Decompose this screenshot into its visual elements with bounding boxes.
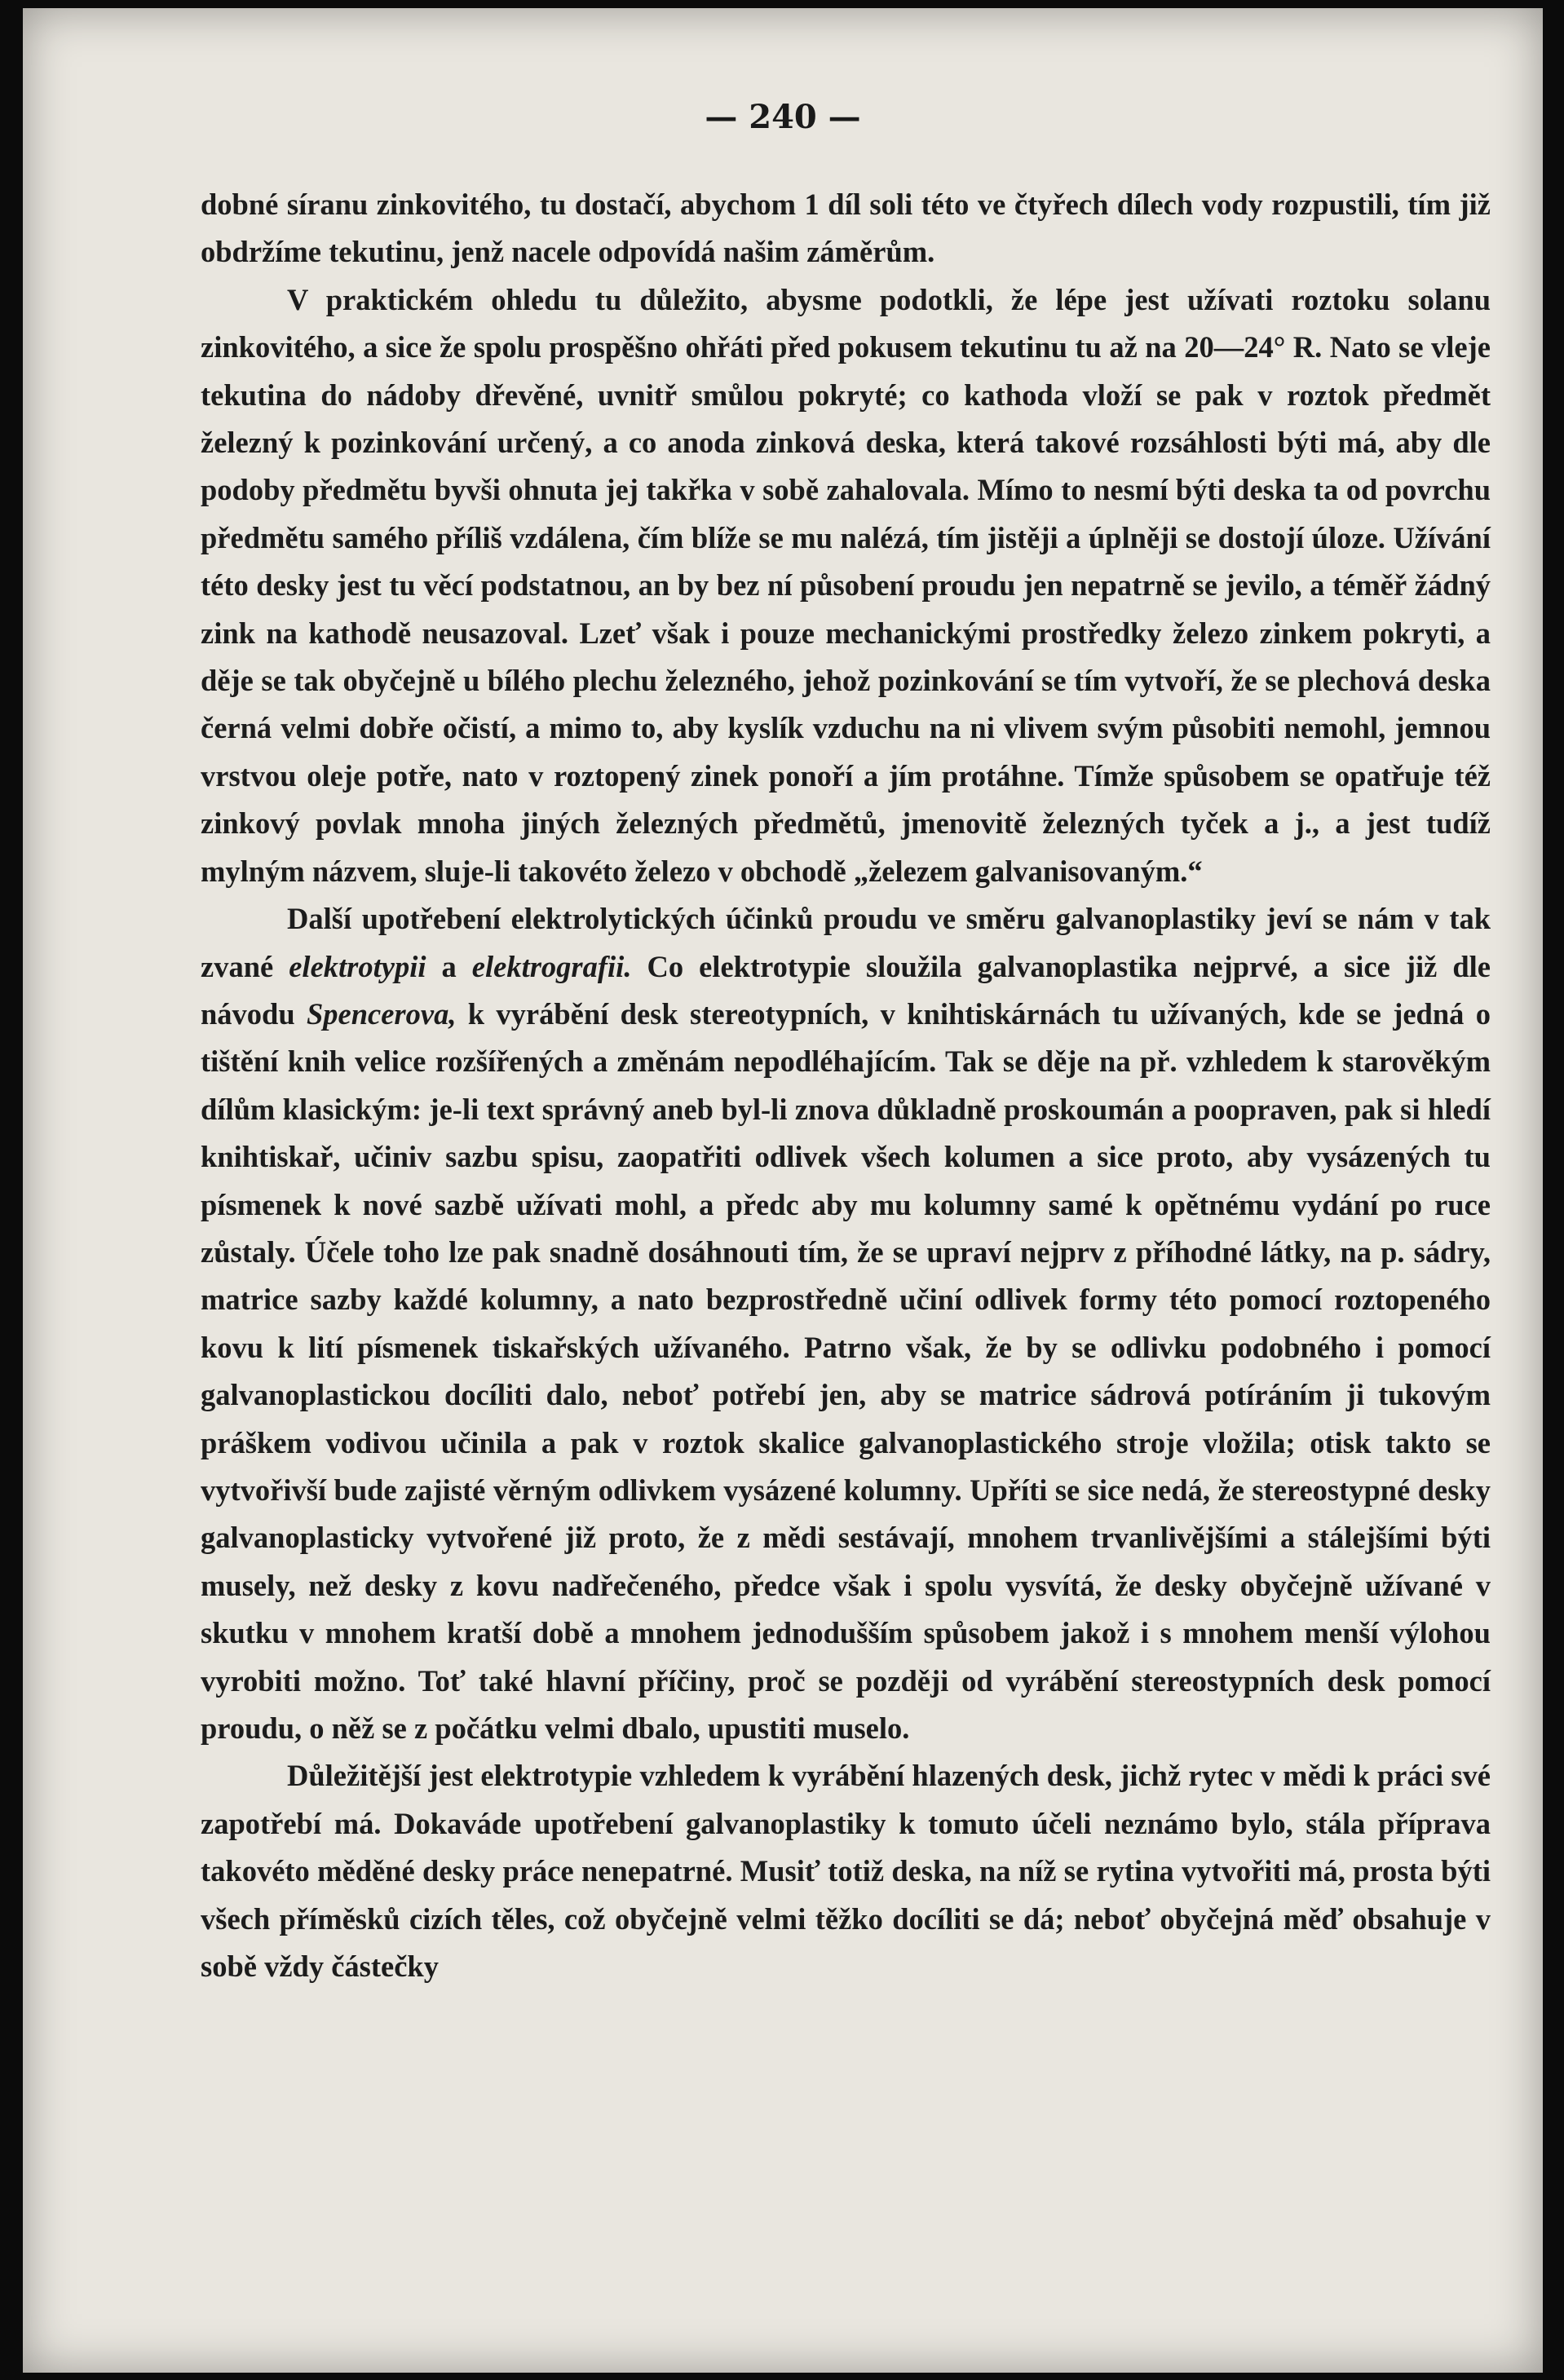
text-run: k vyrábění desk stereotypních, v knihtiskárnách tu užívaných, kde se jedná o tištění knih velice rozšířených a změnám nepodléhajícím. Tak se děje na př. vzhledem k starověkým dílům klasickým: je-li text správný aneb byl-li znova důkladně proskoumán a poopraven, pak si hledí knihtiskař, učiniv sazbu spisu, zaopatřiti odlivek všech kolumen a sice proto, aby vysázených tu písmenek k nové sazbě užívati mohl, a předc aby mu kolumny samé k opětnému vydání po ruce zůstaly. Účele toho lze pak snadně dosáhnouti tím, že se upraví nejprv z příhodné látky, na p. sádry, matrice sazby každé kolumny, a nato bezprostředně učiní odlivek formy této pomocí roztopeného kovu k lití písmenek tiskařských užívaného. Patrno však, že by se odlivku podobného i pomocí galvanoplastickou docíliti dalo, neboť potřebí jen, aby se matrice sádrová potíráním ji tukovým práškem vodivou učinila a pak v roztok skalice galvanoplastického stroje vložila; otisk takto se vytvořivší bude zajisté věrným odlivkem vysázené kolumny. Upříti se sice nedá, že stereostypné desky galvanoplasticky vytvořené již proto, že z mědi sestávají, mnohem trvanlivějšími a stálejšími býti musely, než desky z kovu nadřečeného, předce však i spolu vysvítá, že desky obyčejně užívané v skutku v mnohem kratší době a mnohem jednodušším spůsobem jakož i s mnohem menší výlohou vyrobiti možno. Toť také hlavní příčiny, proč se později od vyrábění stereostypních desk pomocí proudu, o něž se z počátku velmi dbalo, upustiti muselo. [201, 996, 1491, 1745]
italic-term: Spencerova, [306, 996, 457, 1031]
book-page [23, 8, 1543, 2373]
paragraph [201, 895, 1491, 1752]
text-run: Další upotřebení elektrolytických účinků proudu ve směru galvanoplastiky jeví se nám v tak zvané [201, 902, 1491, 983]
body-text [201, 181, 1491, 1990]
paragraph [201, 276, 1491, 895]
paragraph [201, 1752, 1491, 1990]
text-run: Důležitější jest elektrotypie vzhledem k vyrábění hlazených desk, jichž rytec v mědi k práci své zapotřebí má. Dokaváde upotřebení galvanoplastiky k tomuto účeli neznámo bylo, stála příprava takovéto měděné desky práce nenepatrné. Musiť totiž deska, na níž se rytina vytvořiti má, prosta býti všech příměsků cizích těles, což obyčejně velmi těžko docíliti se dá; neboť obyčejná měď obsahuje v sobě vždy částečky [201, 1759, 1491, 1984]
italic-term: elektrografii. [471, 949, 632, 983]
italic-term: elektrotypii [289, 949, 426, 983]
text-run: V praktickém ohledu tu důležito, abysme podotkli, že lépe jest užívati roztoku solanu zinkovitého, a sice že spolu prospěšno ohřáti před pokusem tekutinu tu až na 20—24° R. Nato se vleje tekutina do nádoby dřevěné, uvnitř smůlou pokryté; co kathoda vloží se pak v roztok předmět železný k pozinkování určený, a co anoda zinková deska, která takové rozsáhlosti býti má, aby dle podoby předmětu byvši ohnuta jej takřka v sobě zahalovala. Mímo to nesmí býti deska ta od povrchu předmětu samého příliš vzdálena, čím blíže se mu nalézá, tím jistěji a úplněji se dostojí úloze. Užívání této desky jest tu věcí podstatnou, an by bez ní působení proudu jen nepatrně se jevilo, a téměř žádný zink na kathodě neusazoval. Lzeť však i pouze mechanickými prostředky železo zinkem pokryti, a děje se tak obyčejně u bílého plechu železného, jehož pozinkování se tím vytvoří, že se plechová deska černá velmi dobře očistí, a mimo to, aby kyslík vzduchu na ni vlivem svým působiti nemohl, jemnou vrstvou oleje potře, nato v roztopený zinek ponoří a jím protáhne. Tímže spůsobem se opatřuje též zinkový povlak mnoha jiných železných předmětů, jmenovitě železných tyček a j., a jest tudíž mylným názvem, sluje-li takovéto železo v obchodě „železem galvanisovaným.“ [201, 282, 1491, 888]
paragraph [201, 181, 1491, 276]
text-run: dobné síranu zinkovitého, tu dostačí, abychom 1 díl soli této ve čtyřech dílech vody rozpustili, tím již obdržíme tekutinu, jenž nacele odpovídá našim záměrům. [201, 188, 1491, 269]
page-number: — 240 — [705, 98, 861, 136]
text-run: a [426, 949, 472, 983]
text-run: Co elektrotypie sloužila galvanoplastika nejprvé, a sice již dle návodu [201, 949, 1491, 1031]
